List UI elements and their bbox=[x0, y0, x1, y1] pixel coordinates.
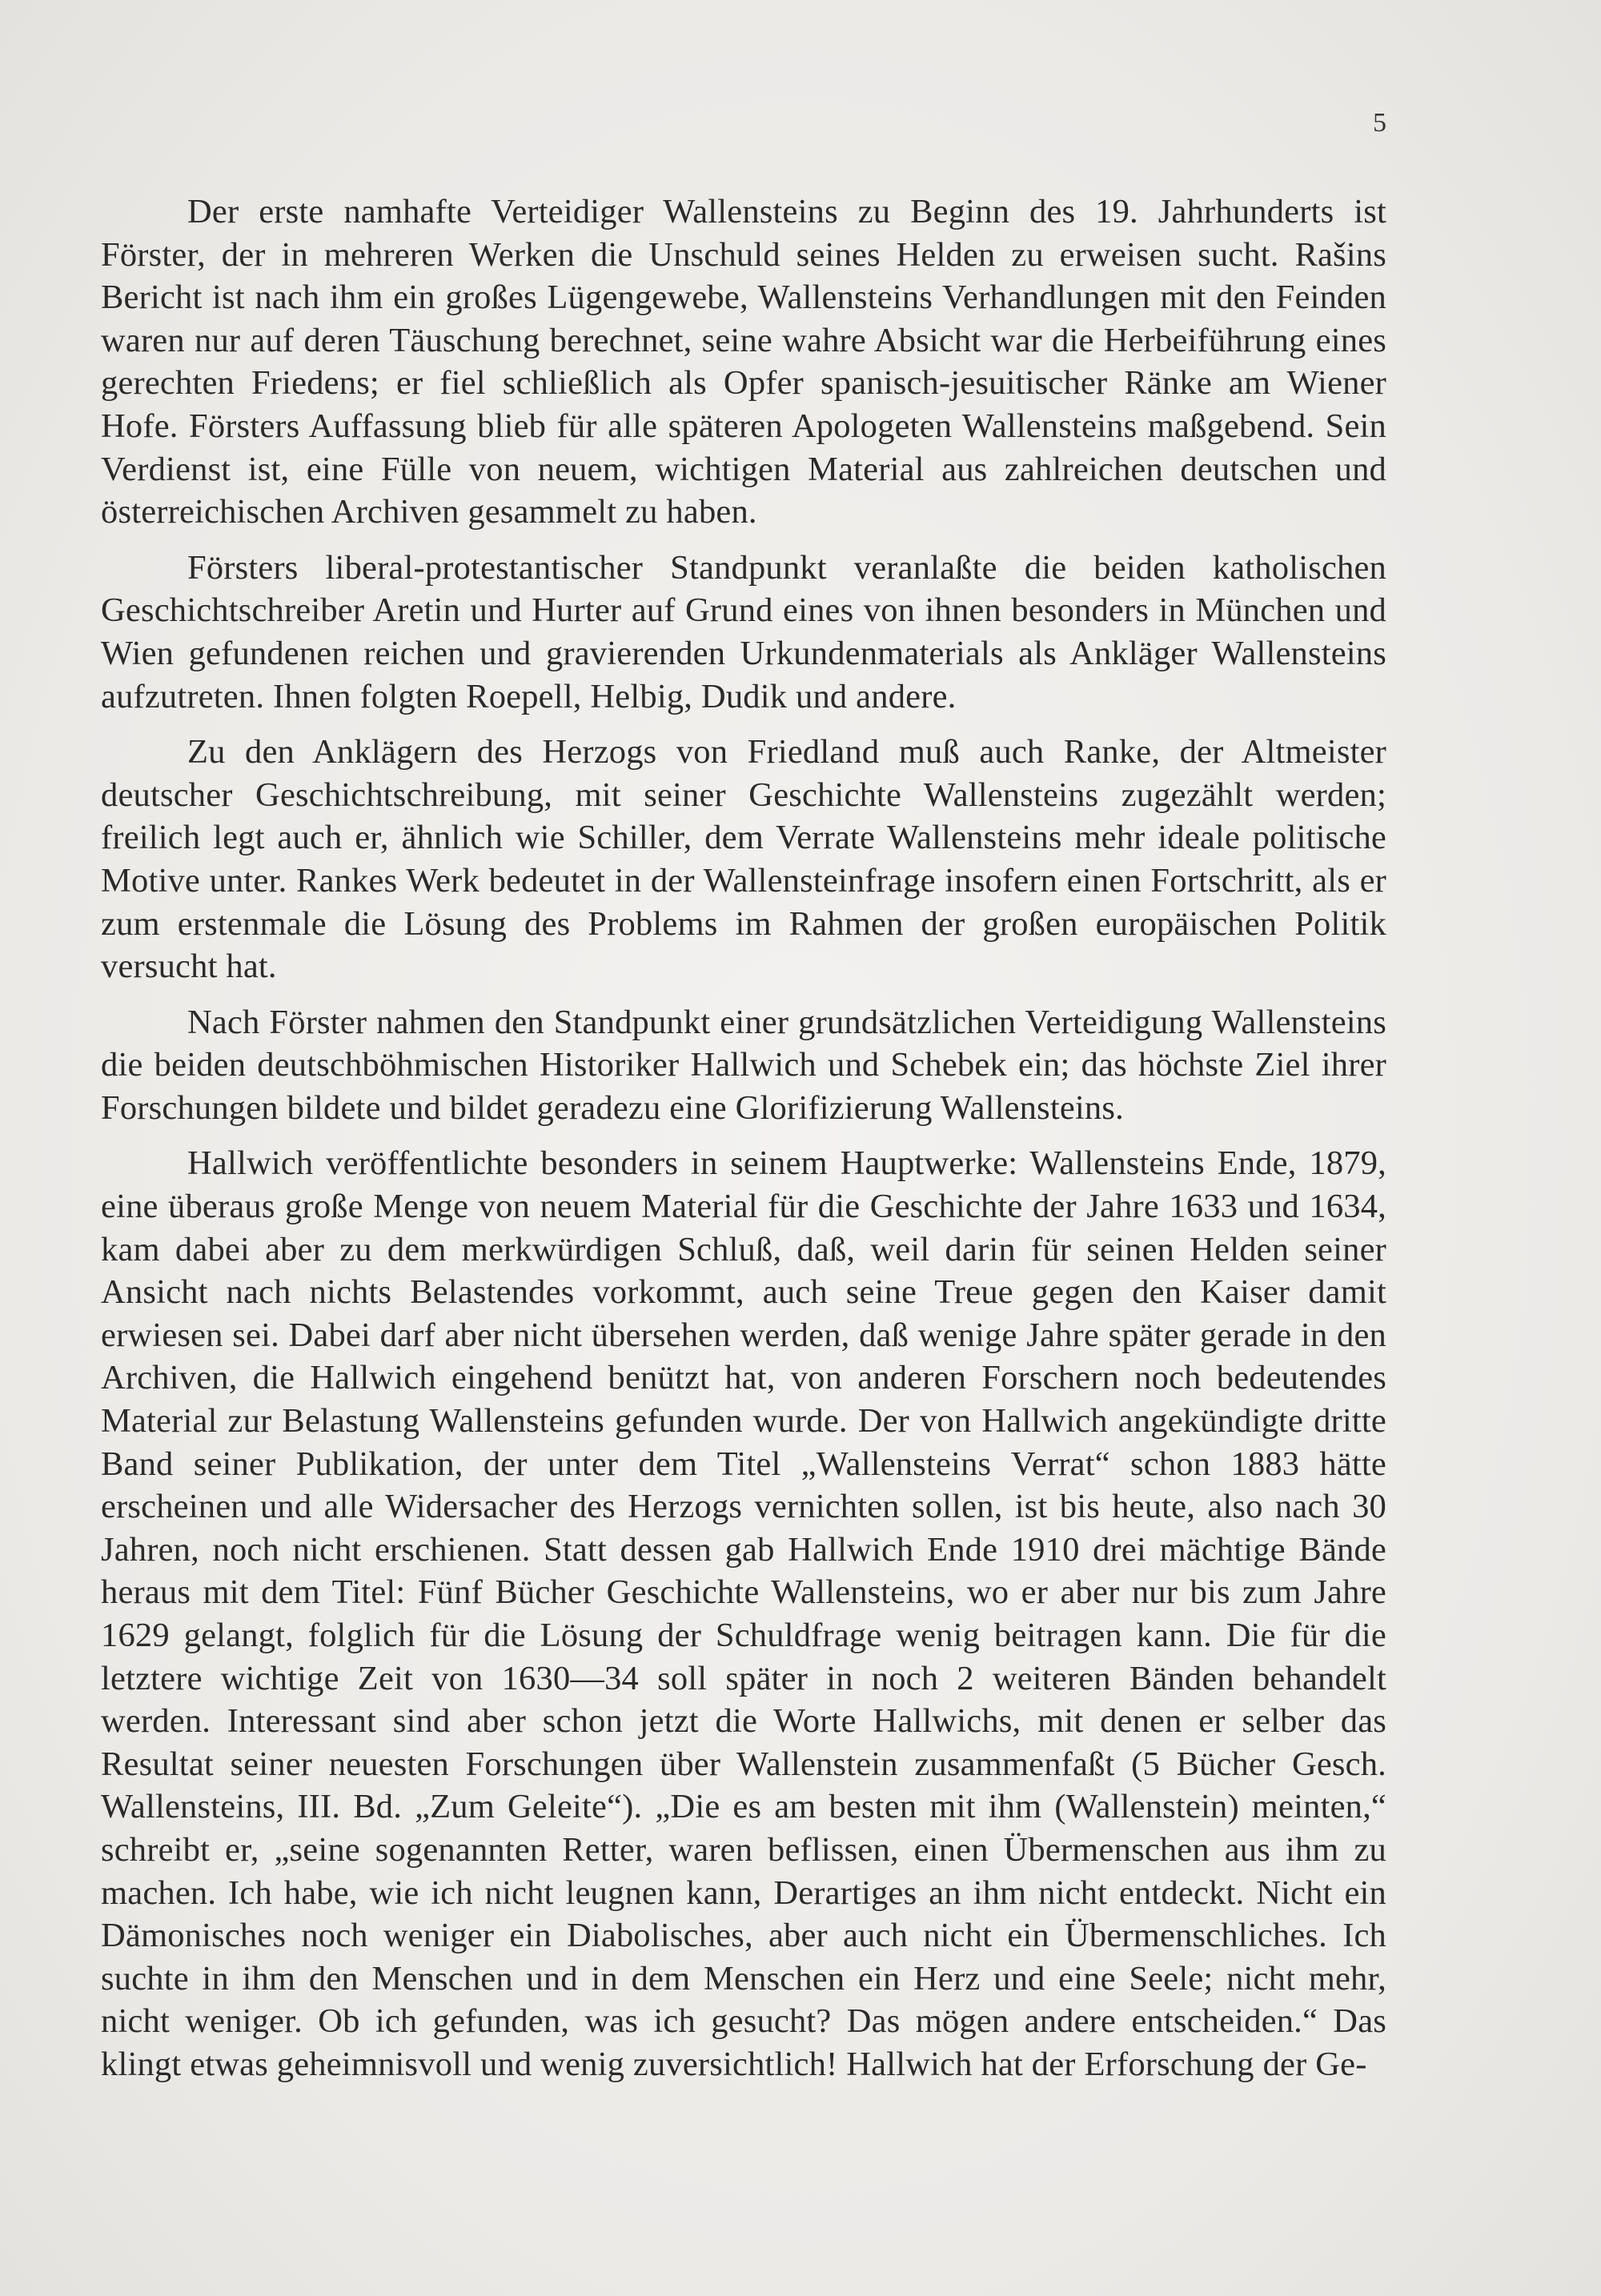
paragraph-1: Der erste namhafte Verteidiger Wallensteins zu Beginn des 19. Jahrhunderts ist Förster, der in mehreren Werken die Unschuld seines Helden zu erweisen sucht. Rašins Bericht ist nach ihm ein großes Lügengewebe, Wallensteins Verhandlungen mit den Feinden waren nur auf deren Täuschung berechnet, seine wahre Absicht war die Herbeiführung eines gerechten Friedens; er fiel schließlich als Opfer spanisch-jesuitischer Ränke am Wiener Hofe. Försters Auffassung blieb für alle späteren Apologeten Wallensteins maßgebend. Sein Verdienst ist, eine Fülle von neuem, wichtigen Material aus zahlreichen deutschen und österreichischen Archiven gesammelt zu haben. bbox=[101, 193, 1386, 531]
paragraph-5: Hallwich veröffentlichte besonders in seinem Hauptwerke: Wallensteins Ende, 1879, eine überaus große Menge von neuem Material für die Geschichte der Jahre 1633 und 1634, kam dabei aber zu dem merkwürdigen Schluß, daß, weil darin für seinen Helden seiner Ansicht nach nichts Belastendes vorkommt, auch seine Treue gegen den Kaiser damit erwiesen sei. Dabei darf aber nicht übersehen werden, daß wenige Jahre später gerade in den Archiven, die Hallwich eingehend benützt hat, von anderen Forschern noch bedeutendes Material zur Belastung Wallensteins gefunden wurde. Der von Hallwich angekündigte dritte Band seiner Publikation, der unter dem Titel „Wallensteins Verrat“ schon 1883 hätte erscheinen und alle Widersacher des Herzogs vernichten sollen, ist bis heute, also nach 30 Jahren, noch nicht erschienen. Statt dessen gab Hallwich Ende 1910 drei mächtige Bände heraus mit dem Titel: Fünf Bücher Geschichte Wallensteins, wo er aber nur bis zum Jahre 1629 gelangt, folglich für die Lösung der Schuldfrage wenig beitragen kann. Die für die letztere wichtige Zeit von 1630—34 soll später in noch 2 weiteren Bänden behandelt werden. Interessant sind aber schon jetzt die Worte Hallwichs, mit denen er selber das Resultat seiner neuesten Forschungen über Wallenstein zusammenfaßt (5 Bücher Gesch. Wallensteins, III. Bd. „Zum Geleite“). „Die es am besten mit ihm (Wallenstein) meinten,“ schreibt er, „seine sogenannten Retter, waren beflissen, einen Übermenschen aus ihm zu machen. Ich habe, wie ich nicht leugnen kann, Derartiges an ihm nicht entdeckt. Nicht ein Dämonisches noch weniger ein Diabolisches, aber auch nicht ein Übermenschliches. Ich suchte in ihm den Menschen und in dem Menschen ein Herz und eine Seele; nicht mehr, nicht weniger. Ob ich gefunden, was ich gesucht? Das mögen andere entscheiden.“ Das klingt etwas geheimnisvoll und wenig zuversichtlich! Hallwich hat der Erforschung der Ge- bbox=[101, 1144, 1386, 2083]
body-text bbox=[101, 190, 1386, 2086]
paragraph-4: Nach Förster nahmen den Standpunkt einer grundsätzlichen Verteidigung Wallensteins die beiden deutschböhmischen Historiker Hallwich und Schebek ein; das höchste Ziel ihrer Forschungen bildete und bildet geradezu eine Glorifizierung Wallensteins. bbox=[101, 1003, 1386, 1127]
page-number: 5 bbox=[1373, 108, 1386, 138]
paragraph-3: Zu den Anklägern des Herzogs von Friedland muß auch Ranke, der Altmeister deutscher Geschichtschreibung, mit seiner Geschichte Wallensteins zugezählt werden; freilich legt auch er, ähnlich wie Schiller, dem Verrate Wallensteins mehr ideale politische Motive unter. Rankes Werk bedeutet in der Wallensteinfrage insofern einen Fortschritt, als er zum erstenmale die Lösung des Problems im Rahmen der großen europäischen Politik versucht hat. bbox=[101, 733, 1386, 986]
paragraph-2: Försters liberal-protestantischer Standpunkt veranlaßte die beiden katholischen Geschichtschreiber Aretin und Hurter auf Grund eines von ihnen besonders in München und Wien gefundenen reichen und gravierenden Urkundenmaterials als Ankläger Wallensteins aufzutreten. Ihnen folgten Roepell, Helbig, Dudik und andere. bbox=[101, 548, 1386, 715]
